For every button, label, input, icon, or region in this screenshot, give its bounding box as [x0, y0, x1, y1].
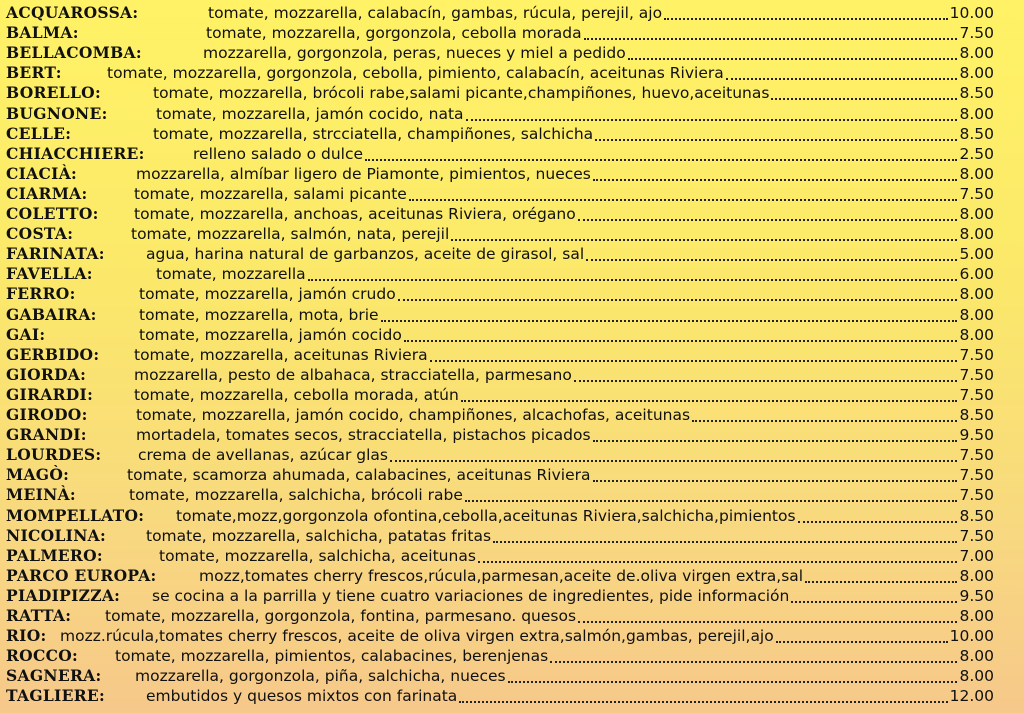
dot-leader — [776, 641, 948, 643]
menu-item-price: 8.00 — [959, 104, 994, 123]
dot-leader — [451, 239, 957, 241]
menu-item — [0, 124, 1024, 144]
menu-item-price: 10.00 — [949, 627, 994, 646]
menu-item — [0, 43, 1024, 63]
menu-item-description: tomate, mozzarella, gorgonzola, cebolla, pimiento, calabacín, aceitunas Riviera — [107, 64, 724, 83]
menu-item — [0, 184, 1024, 204]
menu-item-description: tomate, mozzarella, salami picante — [134, 184, 407, 203]
menu-item-price: 8.00 — [959, 64, 994, 83]
menu-item-name: GRANDI: — [6, 425, 87, 445]
menu-item-price: 8.00 — [959, 667, 994, 686]
dot-leader — [461, 400, 958, 402]
menu-item — [0, 164, 1024, 184]
menu-item-price: 7.50 — [959, 365, 994, 384]
dot-leader — [404, 340, 958, 342]
menu-item-price: 7.50 — [959, 446, 994, 465]
menu-item — [0, 325, 1024, 345]
menu-item — [0, 686, 1024, 706]
menu-item-description: tomate, mozzarella, strcciatella, champiñones, salchicha — [153, 124, 594, 143]
menu-item — [0, 586, 1024, 606]
menu-item-name: RATTA: — [6, 606, 72, 625]
menu-item-price: 12.00 — [949, 687, 994, 706]
dot-leader — [798, 521, 958, 523]
menu-item-name: COLETTO: — [6, 204, 99, 223]
dot-leader — [381, 320, 958, 322]
menu-item-description: tomate, mozzarella, cebolla morada, atún — [134, 385, 459, 404]
dot-leader — [493, 541, 957, 543]
menu-item-description: mortadela, tomates secos, stracciatella, pistachos picados — [136, 426, 591, 445]
menu-item-description: tomate, mozzarella, calabacín, gambas, rúcula, perejil, ajo — [208, 4, 663, 22]
dot-leader — [398, 299, 958, 301]
menu-item — [0, 606, 1024, 626]
menu-item-price: 10.00 — [949, 4, 994, 22]
menu-item-description: se cocina a la parrilla y tiene cuatro variaciones de ingredientes, pide información — [152, 586, 790, 605]
menu-item — [0, 646, 1024, 666]
menu-item-description: mozz.rúcula,tomates cherry frescos, aceite de oliva virgen extra,salmón,gambas, perejil,ajo — [60, 627, 774, 646]
dot-leader — [478, 561, 958, 563]
dot-leader — [586, 259, 957, 261]
dot-leader — [664, 18, 948, 20]
menu-item-description: mozzarella, pesto de albahaca, stracciatella, parmesano — [134, 365, 572, 384]
menu-item-name: GIORDA: — [6, 364, 87, 384]
menu-item-name: BORELLO: — [6, 83, 102, 103]
menu-item-description: embutidos y quesos mixtos con farinata — [146, 687, 458, 706]
menu-item — [0, 244, 1024, 264]
menu-item-name: SAGNERA: — [6, 666, 102, 686]
menu-item — [0, 305, 1024, 325]
menu-item-name: FARINATA: — [6, 244, 105, 264]
dot-leader — [593, 440, 958, 442]
menu-item — [0, 526, 1024, 546]
menu-item-price: 8.50 — [959, 84, 994, 103]
menu-item-name: BELLACOMBA: — [6, 43, 142, 63]
menu-item-name: GERBIDO: — [6, 344, 100, 364]
menu-item — [0, 506, 1024, 526]
menu-item-price: 8.00 — [959, 566, 994, 585]
menu-item — [0, 224, 1024, 244]
menu-item-name: MOMPELLATO: — [6, 505, 145, 525]
menu-item-name: COSTA: — [6, 224, 74, 244]
menu-item-price: 8.50 — [959, 406, 994, 424]
menu-item-price: 8.00 — [959, 325, 994, 344]
menu-item — [0, 204, 1024, 224]
menu-item-price: 7.00 — [959, 546, 994, 565]
menu-item — [0, 485, 1024, 505]
menu-item — [0, 405, 1024, 425]
menu-item-price: 7.50 — [959, 24, 994, 43]
menu-item — [0, 425, 1024, 445]
menu-item — [0, 264, 1024, 284]
menu-item — [0, 445, 1024, 465]
menu-item-name: CIACIÀ: — [6, 163, 78, 183]
menu-item-price: 8.00 — [959, 164, 994, 183]
menu-item-name: GAI: — [6, 324, 46, 344]
menu-item-name: GABAIRA: — [6, 304, 97, 324]
menu-item-name: FAVELLA: — [6, 264, 93, 284]
menu-item-price: 5.00 — [959, 245, 994, 264]
menu-item-price: 8.00 — [959, 225, 994, 244]
menu-item-price: 8.50 — [959, 124, 994, 143]
menu-item — [0, 385, 1024, 405]
dot-leader — [508, 681, 958, 683]
menu-item-description: tomate,mozz,gorgonzola ofontina,cebolla,aceitunas Riviera,salchicha,pimientos — [176, 506, 796, 525]
menu-item-name: PARCO EUROPA: — [6, 565, 157, 585]
menu-item — [0, 345, 1024, 365]
dot-leader — [574, 380, 958, 382]
menu-item-description: relleno salado o dulce — [193, 144, 364, 163]
menu-item — [0, 626, 1024, 646]
dot-leader — [593, 179, 958, 181]
dot-leader — [692, 420, 957, 422]
dot-leader — [365, 159, 957, 161]
menu-item-name: MEINÀ: — [6, 485, 76, 505]
menu-item-description: tomate, mozzarella, jamón crudo — [139, 285, 396, 304]
menu-item-name: BERT: — [6, 63, 62, 83]
menu-item-price: 7.50 — [959, 345, 994, 364]
dot-leader — [805, 581, 957, 583]
menu-item-name: CELLE: — [6, 123, 72, 143]
menu-item-price: 8.00 — [959, 607, 994, 625]
dot-leader — [578, 621, 957, 623]
menu-item-description: tomate, mozzarella, brócoli rabe,salami picante,champiñones, huevo,aceitunas — [153, 84, 770, 103]
dot-leader — [409, 199, 958, 201]
menu-item — [0, 284, 1024, 304]
menu-item-price: 8.00 — [959, 205, 994, 223]
menu-item-price: 7.50 — [959, 486, 994, 505]
dot-leader — [791, 601, 957, 603]
menu-item — [0, 566, 1024, 586]
menu-item-name: BUGNONE: — [6, 103, 108, 123]
menu-item — [0, 83, 1024, 103]
dot-leader — [430, 360, 958, 362]
menu-item-name: PALMERO: — [6, 545, 103, 565]
menu-item-name: CIARMA: — [6, 183, 88, 203]
menu-item-description: tomate, mozzarella, mota, brie — [139, 305, 379, 324]
menu-item — [0, 23, 1024, 43]
menu-item-price: 6.00 — [959, 265, 994, 284]
menu-item-name: RIO: — [6, 626, 47, 646]
menu-item-description: tomate, mozzarella, anchoas, aceitunas Riviera, orégano — [134, 205, 576, 223]
menu-item-description: tomate, mozzarella, salmón, nata, perejil — [131, 225, 450, 244]
menu-item-name: NICOLINA: — [6, 525, 107, 545]
menu-item — [0, 546, 1024, 566]
menu-item-description: tomate, mozzarella, aceitunas Riviera — [134, 345, 428, 364]
menu-item-price: 9.50 — [959, 586, 994, 605]
menu-item — [0, 63, 1024, 83]
menu-item-price: 7.50 — [959, 385, 994, 404]
menu-item-description: tomate, mozzarella — [156, 265, 306, 284]
menu-item-description: tomate, mozzarella, jamón cocido, champiñones, alcachofas, aceitunas — [136, 406, 691, 424]
dot-leader — [595, 139, 957, 141]
menu-item — [0, 365, 1024, 385]
menu-item — [0, 3, 1024, 23]
menu-item-description: tomate, mozzarella, gorgonzola, fontina, parmesano. quesos — [105, 607, 577, 625]
menu-item-price: 7.50 — [959, 526, 994, 545]
dot-leader — [578, 219, 958, 221]
menu-item-description: agua, harina natural de garbanzos, aceite de girasol, sal — [146, 245, 585, 264]
menu-item-price: 8.00 — [959, 647, 994, 666]
menu-item-name: PIADIPIZZA: — [6, 585, 121, 605]
dot-leader — [584, 38, 958, 40]
menu-item-price: 8.50 — [959, 506, 994, 525]
menu-item-description: tomate, mozzarella, salchicha, brócoli rabe — [129, 486, 463, 505]
menu-item-price: 8.00 — [959, 305, 994, 324]
dot-leader — [593, 480, 958, 482]
menu-item-price: 2.50 — [959, 144, 994, 163]
menu-item — [0, 104, 1024, 124]
dot-leader — [466, 119, 958, 121]
dot-leader — [390, 460, 958, 462]
menu-item-description: tomate, mozzarella, jamón cocido — [139, 325, 402, 344]
menu-item-name: BALMA: — [6, 23, 79, 43]
menu-item — [0, 465, 1024, 485]
menu-item-description: tomate, mozzarella, pimientos, calabacines, berenjenas — [115, 647, 549, 666]
menu-item-name: TAGLIERE: — [6, 686, 106, 706]
dot-leader — [771, 98, 957, 100]
menu-item-description: mozz,tomates cherry frescos,rúcula,parmesan,aceite de.oliva virgen extra,sal — [199, 566, 804, 585]
menu-item-price: 9.50 — [959, 426, 994, 445]
dot-leader — [628, 58, 958, 60]
menu-item-description: mozzarella, gorgonzola, peras, nueces y miel a pedido — [203, 44, 626, 63]
menu-item-description: tomate, mozzarella, salchicha, patatas fritas — [146, 526, 492, 545]
menu-item-description: tomate, mozzarella, gorgonzola, cebolla morada — [206, 24, 582, 43]
menu-item-price: 8.00 — [959, 285, 994, 304]
menu-item-name: GIRODO: — [6, 405, 88, 424]
menu-item-price: 7.50 — [959, 184, 994, 203]
dot-leader — [459, 701, 947, 703]
dot-leader — [550, 661, 957, 663]
menu-item-description: tomate, mozzarella, salchicha, aceitunas — [159, 546, 476, 565]
menu-item-price: 8.00 — [959, 44, 994, 63]
menu-item-name: ROCCO: — [6, 646, 79, 666]
menu-item-name: ACQUAROSSA: — [6, 3, 139, 22]
menu-item-price: 7.50 — [959, 466, 994, 485]
dot-leader — [308, 279, 958, 281]
menu-item-name: FERRO: — [6, 284, 76, 304]
menu-item-description: tomate, scamorza ahumada, calabacines, aceitunas Riviera — [127, 466, 591, 485]
menu-item-name: GIRARDI: — [6, 384, 94, 404]
menu-item-description: mozzarella, almíbar ligero de Piamonte, pimientos, nueces — [136, 164, 591, 183]
menu-item — [0, 144, 1024, 164]
menu-item-description: crema de avellanas, azúcar glas — [138, 446, 388, 465]
menu-item-description: mozzarella, gorgonzola, piña, salchicha, nueces — [135, 667, 506, 686]
menu-item-description: tomate, mozzarella, jamón cocido, nata — [156, 104, 464, 123]
menu-item-name: CHIACCHIERE: — [6, 143, 145, 163]
dot-leader — [465, 500, 958, 502]
menu-item-name: MAGÒ: — [6, 465, 70, 485]
menu-item — [0, 666, 1024, 686]
dot-leader — [726, 78, 958, 80]
menu-item-name: LOURDES: — [6, 445, 102, 465]
